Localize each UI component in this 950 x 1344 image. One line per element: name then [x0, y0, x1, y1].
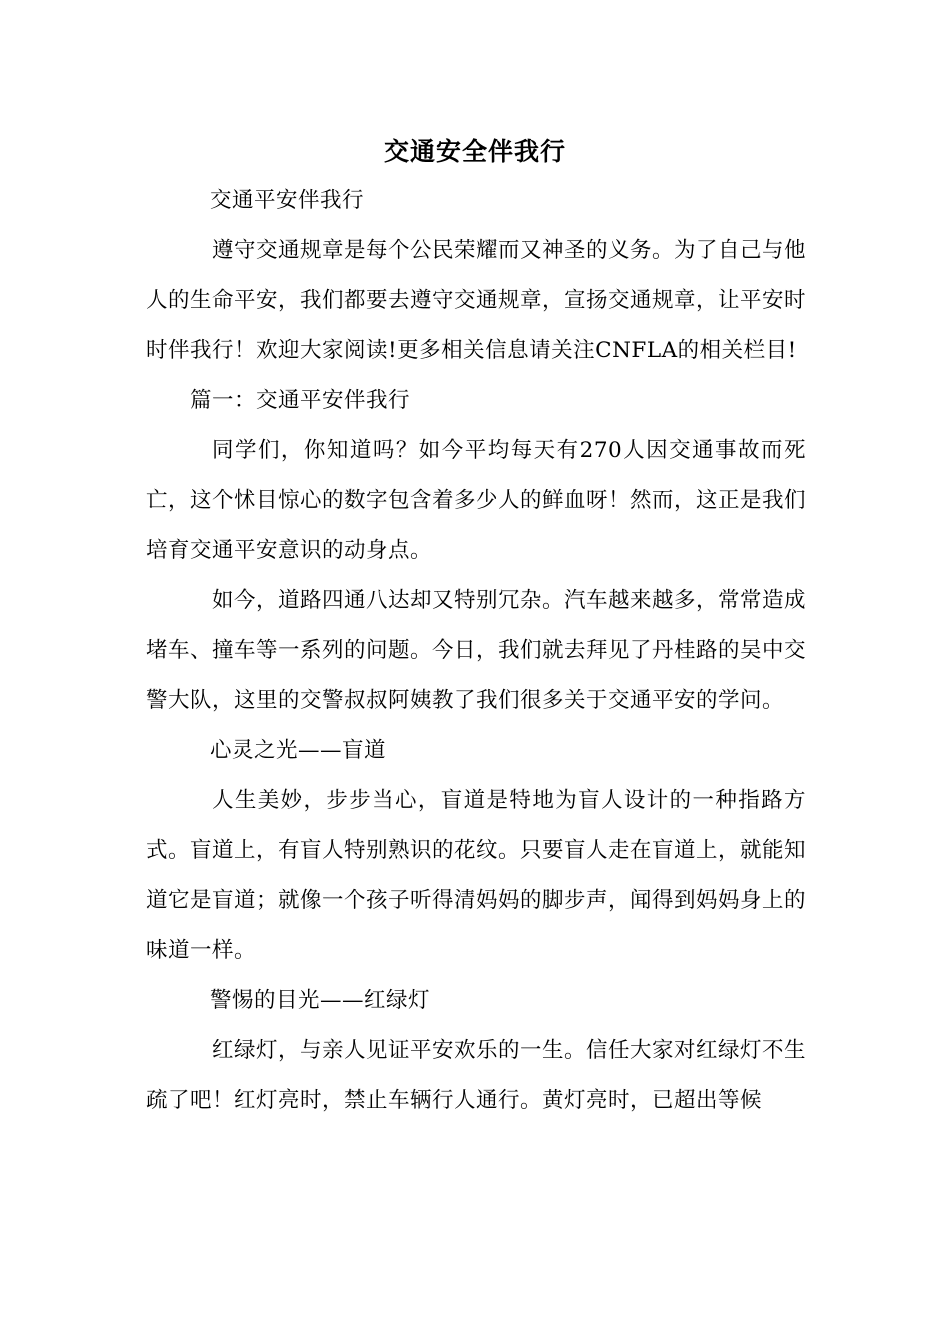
- heading-blind-path: 心灵之光——盲道: [210, 738, 387, 763]
- document-title: 交通安全伴我行: [383, 137, 566, 166]
- paragraph-statistics: 同学们，你知道吗？如今平均每天有270人因交通事故而死亡，这个怵目惊心的数字包含着多少人的鲜血呀！然而，这正是我们培育交通平安意识的动身点。: [146, 438, 807, 563]
- subtitle: 交通平安伴我行: [210, 188, 365, 213]
- heading-traffic-light: 警惕的目光——红绿灯: [210, 988, 431, 1013]
- paragraph-traffic-light: 红绿灯，与亲人见证平安欢乐的一生。信任大家对红绿灯不生疏了吧！红灯亮时，禁止车辆行人通行。黄灯亮时，已超出等候: [146, 1038, 807, 1113]
- paragraph-visit: 如今，道路四通八达却又特别冗杂。汽车越来越多，常常造成堵车、撞车等一系列的问题。今日，我们就去拜见了丹桂路的吴中交警大队，这里的交警叔叔阿姨教了我们很多关于交通平安的学问。: [146, 588, 807, 713]
- section-heading: 篇一：交通平安伴我行: [190, 388, 411, 413]
- intro-paragraph: 遵守交通规章是每个公民荣耀而又神圣的义务。为了自己与他人的生命平安，我们都要去遵守交通规章，宣扬交通规章，让平安时时伴我行！欢迎大家阅读!更多相关信息请关注CNFLA的相关栏目!: [146, 238, 807, 363]
- paragraph-blind-path: 人生美妙，步步当心，盲道是特地为盲人设计的一种指路方式。盲道上，有盲人特别熟识的花纹。只要盲人走在盲道上，就能知道它是盲道；就像一个孩子听得清妈妈的脚步声，闻得到妈妈身上的味道一样。: [146, 788, 807, 963]
- document-body: [146, 176, 806, 1126]
